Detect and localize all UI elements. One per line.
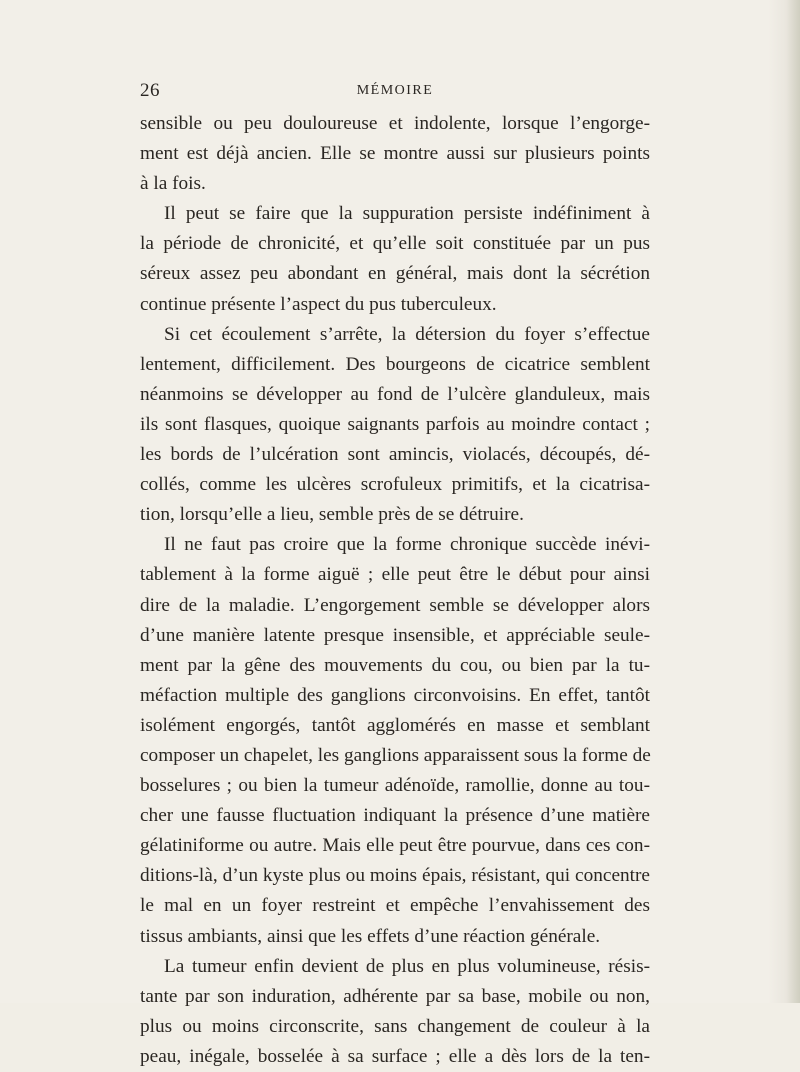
text-line: peau, inégale, bosselée à sa surface ; elle a dès lors de la ten-	[140, 1045, 650, 1067]
page-edge	[786, 0, 800, 1003]
text-line: ment est déjà ancien. Elle se montre aussi sur plusieurs points	[140, 143, 650, 165]
text-line: tion, lorsqu’elle a lieu, semble près de se détruire.	[140, 504, 524, 526]
text-line: tante par son induration, adhérente par sa base, mobile ou non,	[140, 985, 650, 1007]
text-line: ils sont flasques, quoique saignants parfois au moindre contact ;	[140, 413, 650, 435]
text-line: néanmoins se développer au fond de l’ulcère glanduleux, mais	[140, 383, 650, 405]
text-line: bosselures ; ou bien la tumeur adénoïde, ramollie, donne au tou-	[140, 775, 650, 797]
text-line: dire de la maladie. L’engorgement semble se développer alors	[140, 594, 650, 616]
text-line: tissus ambiants, ainsi que les effets d’une réaction générale.	[140, 925, 601, 947]
text-line: à la fois.	[140, 173, 206, 195]
text-line: lentement, difficilement. Des bourgeons de cicatrice semblent	[140, 353, 650, 375]
page-number: 26	[140, 80, 160, 101]
text-line: ditions-là, d’un kyste plus ou moins épais, résistant, qui concentre	[140, 865, 650, 887]
text-line: composer un chapelet, les ganglions apparaissent sous la forme de	[140, 744, 651, 766]
body-text	[140, 109, 650, 1072]
text-line: Il peut se faire que la suppuration persiste indéfiniment à	[164, 203, 650, 225]
page-header	[140, 80, 650, 104]
text-line: ment par la gêne des mouvements du cou, ou bien par la tu-	[140, 654, 650, 676]
text-line: tablement à la forme aiguë ; elle peut être le début pour ainsi	[140, 564, 650, 586]
text-line: la période de chronicité, et qu’elle soit constituée par un pus	[140, 233, 650, 255]
text-line: gélatiniforme ou autre. Mais elle peut être pourvue, dans ces con-	[140, 835, 650, 857]
text-line: cher une fausse fluctuation indiquant la présence d’une matière	[140, 805, 650, 827]
text-line: La tumeur enfin devient de plus en plus volumineuse, résis-	[164, 955, 650, 977]
text-line: collés, comme les ulcères scrofuleux primitifs, et la cicatrisa-	[140, 474, 650, 496]
text-line: continue présente l’aspect du pus tuberculeux.	[140, 293, 497, 315]
text-line: les bords de l’ulcération sont amincis, violacés, découpés, dé-	[140, 444, 650, 466]
text-line: isolément engorgés, tantôt agglomérés en masse et semblant	[140, 714, 650, 736]
text-line: plus ou moins circonscrite, sans changement de couleur à la	[140, 1015, 650, 1037]
text-line: méfaction multiple des ganglions circonvoisins. En effet, tantôt	[140, 684, 650, 706]
text-line: Il ne faut pas croire que la forme chronique succède inévi-	[164, 534, 650, 556]
text-line: séreux assez peu abondant en général, mais dont la sécrétion	[140, 263, 650, 285]
running-title: MÉMOIRE	[356, 83, 434, 98]
text-line: sensible ou peu douloureuse et indolente, lorsque l’engorge-	[140, 113, 650, 134]
text-line: Si cet écoulement s’arrête, la détersion du foyer s’effectue	[164, 323, 650, 345]
text-line: d’une manière latente presque insensible, et appréciable seule-	[140, 624, 650, 646]
text-line: le mal en un foyer restreint et empêche l’envahissement des	[140, 895, 650, 917]
